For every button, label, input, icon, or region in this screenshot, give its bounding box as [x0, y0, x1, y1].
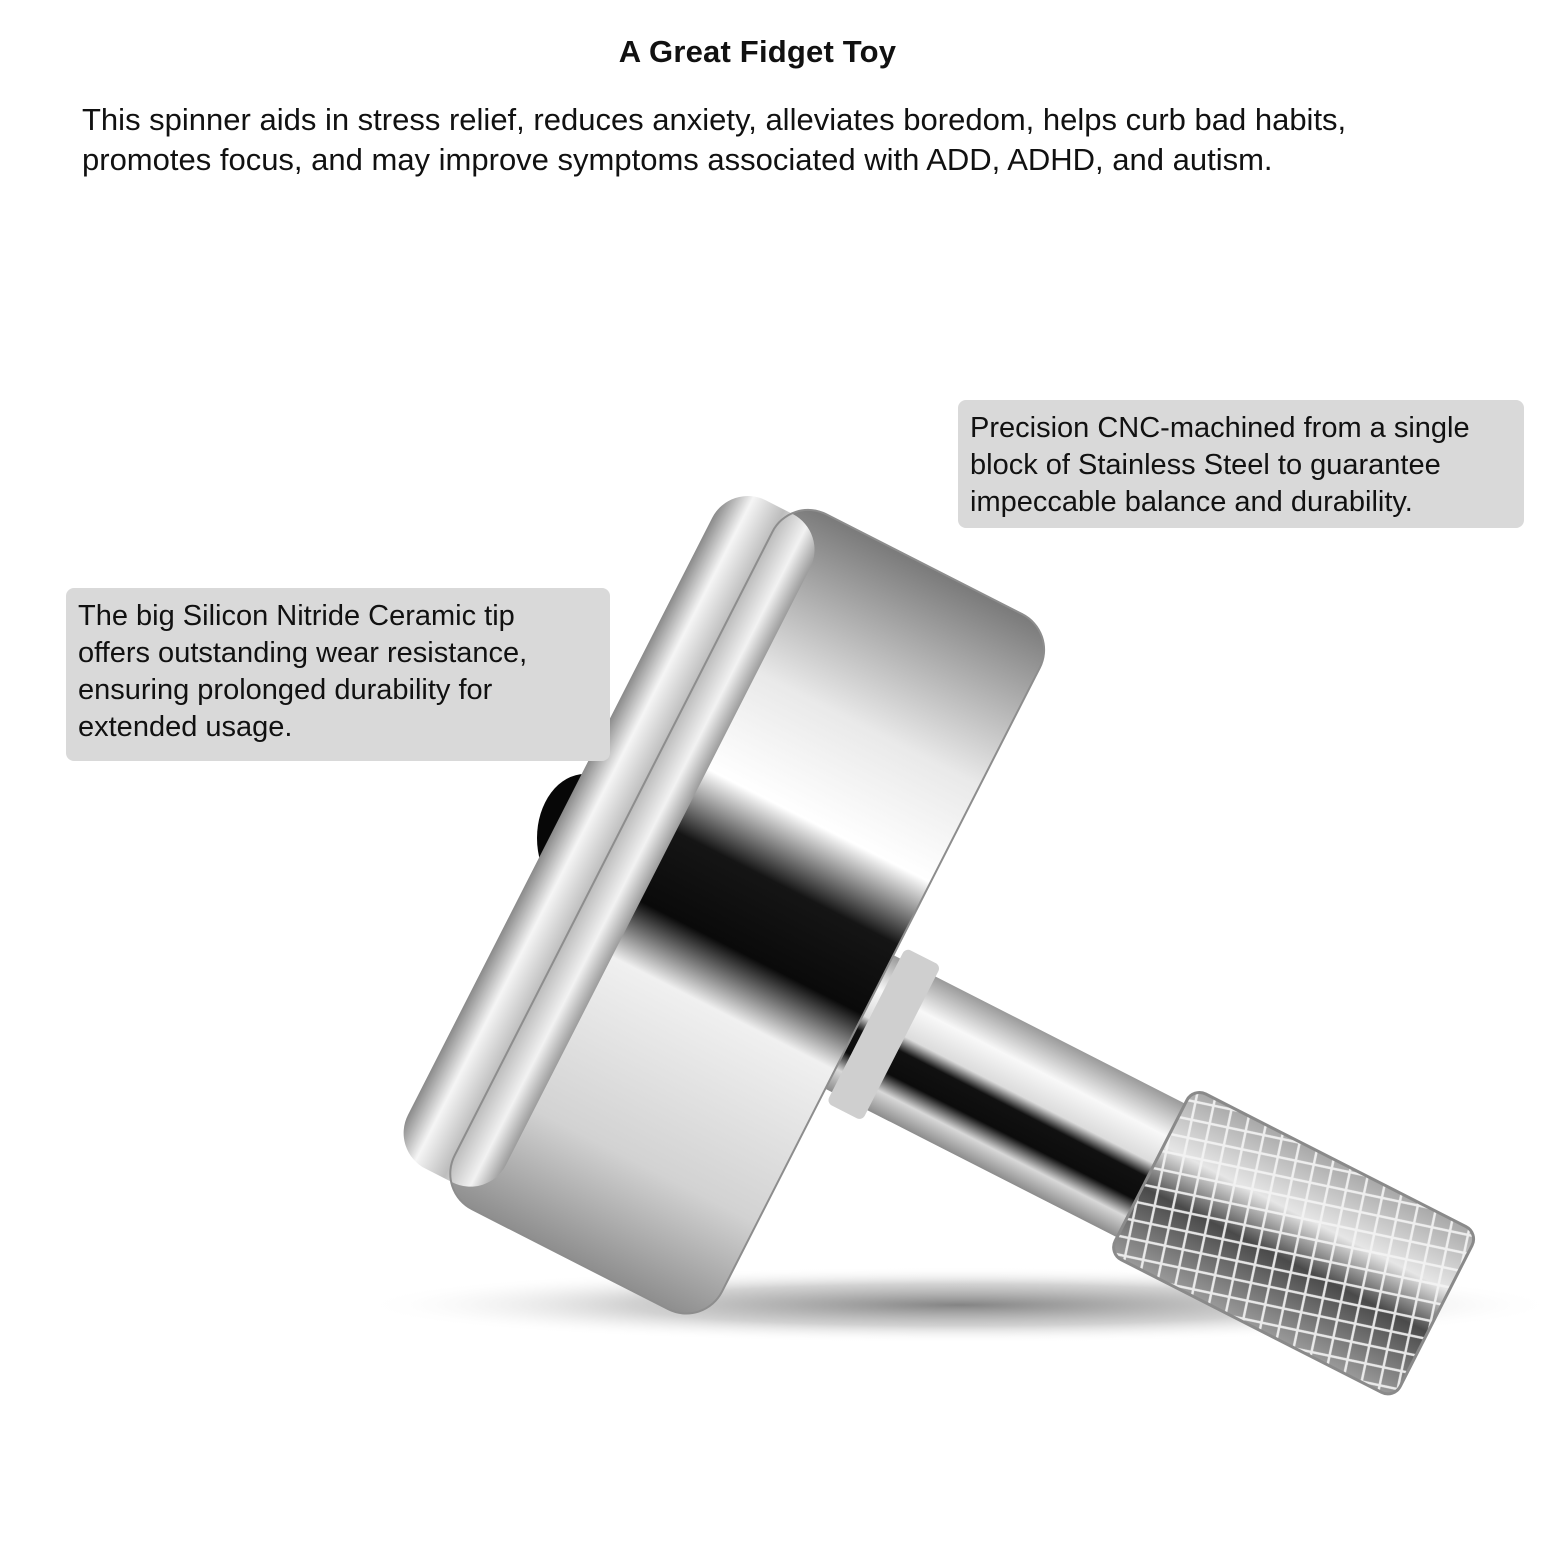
callout-line: extended usage.: [78, 711, 293, 743]
page-title: A Great Fidget Toy: [618, 34, 897, 69]
callout-ceramic-tip: [66, 588, 610, 761]
intro-line: promotes focus, and may improve symptoms associated with ADD, ADHD, and autism.: [82, 142, 1273, 177]
callout-line: block of Stainless Steel to guarantee: [970, 449, 1441, 481]
intro-paragraph: [82, 100, 1482, 180]
callout-line: ensuring prolonged durability for: [78, 674, 493, 706]
callout-stainless-steel: [958, 400, 1524, 528]
callout-line: The big Silicon Nitride Ceramic tip: [78, 600, 515, 632]
callout-line: impeccable balance and durability.: [970, 486, 1413, 518]
intro-line: This spinner aids in stress relief, reduces anxiety, alleviates boredom, helps curb bad habits,: [82, 102, 1347, 137]
callout-line: Precision CNC-machined from a single: [970, 412, 1470, 444]
callout-line: offers outstanding wear resistance,: [78, 637, 528, 669]
